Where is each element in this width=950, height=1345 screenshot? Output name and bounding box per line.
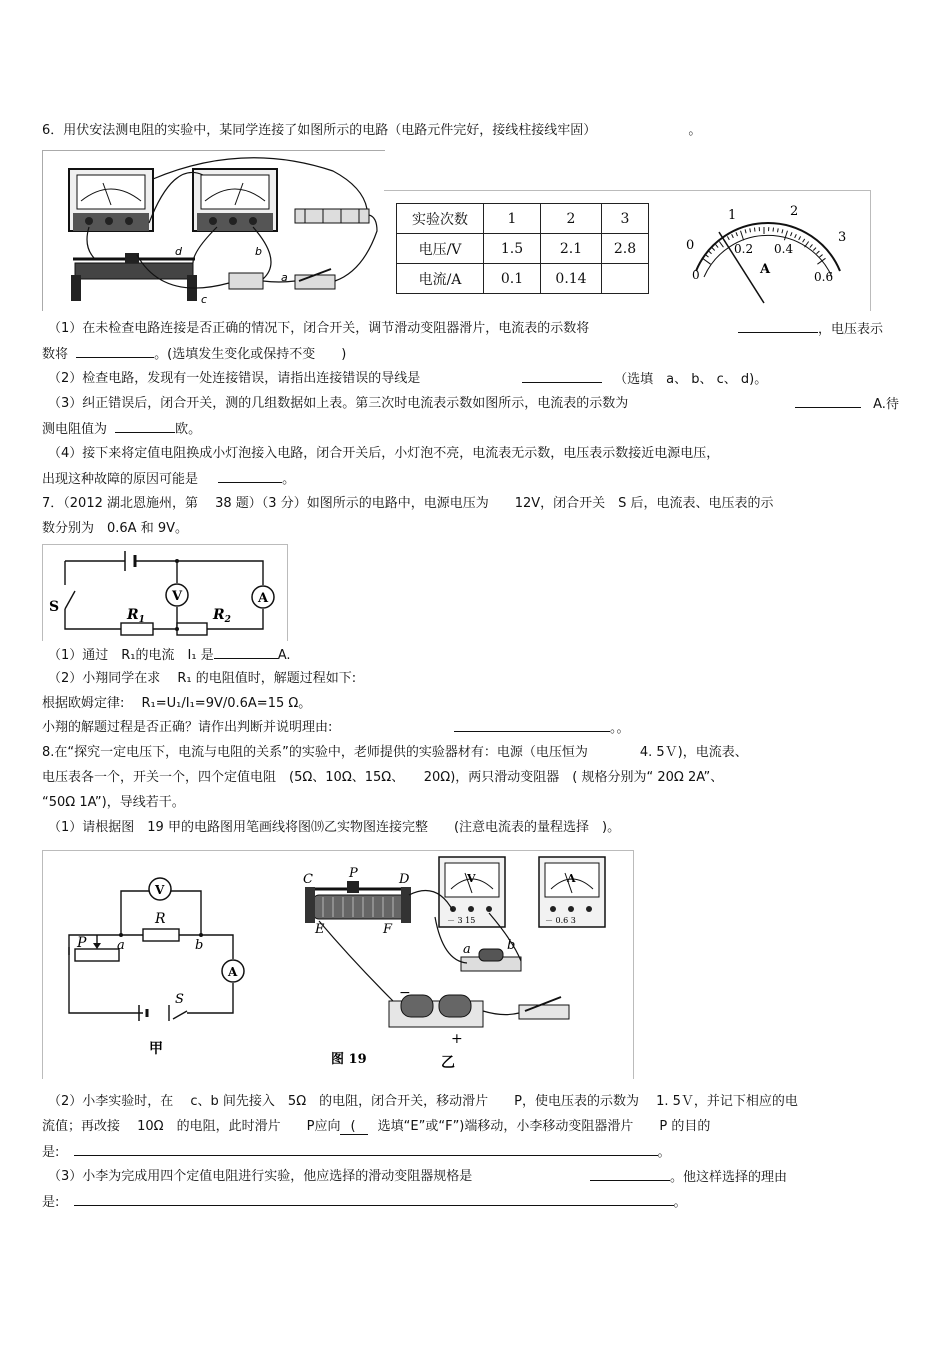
yi-e-label: E (315, 922, 325, 937)
dial-tick (803, 239, 805, 242)
dial-tick (777, 228, 778, 232)
answer-blank[interactable] (454, 719, 610, 732)
q6-data-table (396, 203, 649, 294)
q6-ammeter-dial (674, 191, 864, 311)
dial-tick (816, 251, 819, 254)
answer-blank[interactable] (590, 1168, 670, 1181)
q7-part2 (48, 670, 356, 688)
answer-blank[interactable] (214, 646, 278, 659)
table-cell: 1.5 (484, 234, 541, 264)
q7-stem-text2: 数分别为 0.6A 和 9V。 (42, 521, 188, 536)
ammeter-device (193, 169, 277, 231)
q8-part1-text: （1）请根据图 19 甲的电路图用笔画线将图⒆乙实物图连接完整 (注意电流表的量程选择 )。 (48, 820, 621, 835)
rheostat-device (305, 881, 411, 923)
dial-tick (709, 251, 712, 254)
dial-tick (703, 258, 711, 264)
answer-blank[interactable] (74, 1143, 658, 1156)
q6-part3-line2 (42, 420, 201, 439)
dial-tick (754, 228, 755, 232)
switch-device (519, 997, 569, 1019)
q7-part2-text: （2）小翔同学在求 R₁ 的电阻值时，解题过程如下: (48, 671, 357, 686)
q8-part1 (48, 819, 620, 837)
yi-b-terminal: b (507, 938, 516, 953)
dial-bottom-04: 0.4 (774, 242, 794, 256)
resistor-r (143, 929, 179, 941)
q6-stem-end: 。 (688, 123, 702, 138)
rheostat-device (71, 253, 197, 301)
q8-part3-line2 (42, 1193, 687, 1212)
q6-part1-text3: 数将 (42, 347, 69, 362)
q6-part4-text3: 。 (282, 472, 296, 487)
dial-tick (705, 255, 708, 258)
dial-unit: A (760, 262, 771, 277)
dial-tick (813, 248, 816, 251)
wire-label-b: b (255, 245, 262, 258)
table-cell: 2.1 (541, 234, 602, 264)
battery-pack (295, 209, 369, 223)
q8-part3-line1-end (590, 1168, 787, 1187)
q6-part3-end (795, 395, 899, 414)
q8-part2-line3 (42, 1143, 671, 1162)
yi-a-scale: － 0.6 3 (545, 916, 576, 925)
q6-part4-text: （4）接下来将定值电阻换成小灯泡接入电路，闭合开关后，小灯泡不亮，电流表无示数，电压表示数接近电源电压， (48, 446, 720, 461)
q6-part3-text: （3）纠正错误后，闭合开关，测的几组数据如上表。第三次时电流表示数如图所示，电流表的示数为 (48, 396, 629, 411)
dial-top-0: 0 (686, 238, 695, 253)
q7-stem-line1 (42, 495, 774, 513)
dial-tick (799, 236, 801, 240)
yi-caption: 乙 (441, 1055, 455, 1071)
table-header-cell: 3 (602, 204, 649, 234)
q6-table-panel (384, 190, 871, 311)
q8-part3-text4: 。 (673, 1195, 687, 1210)
q6-part1-line2 (42, 345, 346, 364)
q7-law (42, 695, 311, 713)
voltmeter-device (69, 169, 153, 231)
q8-part3-text3: 是: (42, 1195, 60, 1210)
q8-part2-text5: 。 (657, 1145, 671, 1160)
q7-part1-text2: A. (277, 648, 291, 663)
fig19-caption: 图 19 (331, 1052, 367, 1067)
jia-a-label: A (228, 965, 238, 979)
q6-part4-text2: 出现这种故障的原因可能是 (42, 472, 199, 487)
table-row (397, 234, 649, 264)
dial-tick (782, 229, 783, 233)
answer-blank[interactable] (115, 420, 175, 433)
jia-b-node: b (195, 938, 204, 953)
ammeter-label: A (258, 591, 269, 606)
q8-stem-text3: “50Ω 1A”)，导线若干。 (42, 795, 185, 810)
yi-plus: + (451, 1031, 463, 1047)
yi-c-label: C (303, 872, 313, 887)
table-cell: 0.14 (541, 264, 602, 294)
q6-part1-line1 (48, 320, 589, 338)
dial-bottom-06: 0.6 (814, 270, 834, 284)
q7-law-text: 根据欧姆定律: R₁=U₁/I₁=9V/0.6A=15 Ω。 (42, 696, 312, 711)
q7-part1-text: （1）通过 R₁的电流 I₁ 是 (48, 648, 214, 663)
q7-judge-text: 小翔的解题过程是否正确？请作出判断并说明理由: (42, 720, 333, 735)
jia-s-label: S (175, 992, 184, 1007)
dial-tick (810, 244, 813, 247)
dial-top-2: 2 (790, 204, 799, 219)
q8-part2-text2: 流值；再改接 10Ω 的电阻，此时滑片 P应向 (42, 1119, 341, 1134)
q6-part1-text: （1）在未检查电路连接是否正确的情况下，闭合开关，调节滑动变阻器滑片，电流表的示数将 (48, 321, 590, 336)
q6-part1-line1-end (738, 320, 883, 339)
q6-part1-text4: 。(选填发生变化或保持不变 ) (154, 347, 347, 362)
q7-judge-end-text: 。。 (610, 721, 630, 736)
yi-a-label: A (567, 872, 576, 885)
q8-part2-text3: 选填“E”或“F”)端移动，小李移动变阻器滑片 P 的目的 (377, 1119, 711, 1134)
dial-tick (784, 231, 787, 241)
q8-part3-text2: 。他这样选择的理由 (670, 1170, 788, 1185)
dial-tick (716, 244, 719, 247)
q7-judge-end (454, 719, 630, 738)
q6-part2-text2: （选填 a、 b、 c、 d)。 (614, 372, 768, 387)
resistor-r1 (121, 623, 153, 635)
resistor-r2 (177, 623, 207, 635)
table-header-cell: 2 (541, 204, 602, 234)
q6-part3 (48, 395, 628, 413)
q7-stem-line2 (42, 520, 188, 538)
q6-stem (42, 122, 701, 140)
jia-r-label: R (155, 911, 166, 927)
q8-part2-line1 (48, 1093, 798, 1111)
table-cell: 2.8 (602, 234, 649, 264)
q8-stem-line2 (42, 769, 723, 787)
answer-blank[interactable] (76, 345, 154, 358)
q8-part2-line2 (42, 1118, 710, 1136)
answer-blank[interactable] (795, 395, 861, 408)
q6-stem-text: 6．用伏安法测电阻的实验中，某同学连接了如图所示的电路（电路元件完好，接线柱接线牢固） (42, 123, 597, 138)
q6-part3-text4: 欧。 (175, 422, 202, 437)
q8-part2-text4: 是: (42, 1145, 60, 1160)
switch-device (295, 269, 335, 289)
q6-part3-text2: A.待 (873, 397, 899, 412)
voltmeter-label: V (172, 589, 183, 604)
wire-label-a: a (281, 271, 288, 284)
fixed-resistor (229, 273, 263, 289)
q8-stem-text2: 电压表各一个，开关一个，四个定值电阻 (5Ω、10Ω、15Ω、 20Ω)，两只滑动变阻器 ( 规格分别为“ 20Ω 2A”、 (42, 770, 724, 785)
yi-v-label: V (467, 872, 476, 885)
dial-tick (745, 229, 746, 233)
q7-stem-text: 7．（2012 湖北恩施州，第 38 题）（3 分）如图所示的电路中，电源电压为 12V，闭合开关 S 后，电流表、电压表的示 (42, 496, 774, 511)
q8-stem-line1 (42, 744, 748, 762)
dial-tick (719, 242, 723, 248)
jia-v-label: V (155, 883, 165, 897)
answer-blank[interactable]: ( (340, 1119, 367, 1135)
yi-a-terminal: a (463, 942, 471, 957)
table-cell: 0.1 (484, 264, 541, 294)
q8-stem-text: 8.在“探究一定电压下，电流与电阻的关系”的实验中，老师提供的实验器材有：电源（电压恒为 4. 5Ｖ)，电流表、 (42, 745, 748, 760)
dial-bottom-02: 0.2 (734, 242, 754, 256)
dial-tick (773, 228, 774, 232)
q8-part3-line1 (48, 1168, 472, 1186)
answer-blank[interactable] (74, 1193, 674, 1206)
q6-part1-text2: ，电压表示 (818, 322, 884, 337)
jia-p-label: P (77, 935, 87, 951)
table-header-cell: 实验次数 (397, 204, 484, 234)
dial-top-1: 1 (728, 208, 737, 223)
answer-blank[interactable] (522, 370, 602, 383)
q7-part1 (48, 646, 291, 665)
jia-caption: 甲 (149, 1041, 163, 1057)
dial-tick (819, 255, 822, 258)
dial-tick (727, 236, 729, 240)
dial-bottom-0: 0 (692, 268, 700, 282)
q8-figure-19 (42, 850, 634, 1079)
table-row (397, 204, 649, 234)
q6-circuit-photo (42, 150, 385, 311)
q6-part3-text3: 测电阻值为 (42, 422, 108, 437)
dial-tick (795, 234, 797, 238)
q6-part2-end (522, 370, 767, 389)
dial-tick (736, 232, 737, 236)
q6-part4-line2 (42, 470, 295, 489)
q6-part4 (48, 445, 719, 463)
table-cell (602, 264, 649, 294)
q8-part3-text: （3）小李为完成用四个定值电阻进行实验，他应选择的滑动变阻器规格是 (48, 1169, 473, 1184)
yi-minus: − (399, 985, 411, 1001)
answer-blank[interactable] (218, 470, 282, 483)
yi-d-label: D (399, 872, 410, 887)
r1-label: $R_1$ (127, 607, 145, 625)
dial-top-3: 3 (838, 230, 847, 245)
yi-f-label: F (383, 922, 393, 937)
q8-stem-line3 (42, 794, 185, 812)
yi-v-scale: － 3 15 (447, 916, 476, 925)
dial-tick (791, 232, 792, 236)
dial-tick (750, 228, 751, 232)
wire-label-d: d (175, 245, 182, 258)
r2-label: $R_2$ (213, 607, 231, 625)
answer-blank[interactable] (738, 320, 818, 333)
table-row (397, 264, 649, 294)
table-cell: 电压/V (397, 234, 484, 264)
q6-part2-text: （2）检查电路，发现有一处连接错误，请指出连接错误的导线是 (48, 371, 421, 386)
table-header-cell: 1 (484, 204, 541, 234)
jia-a-node: a (117, 938, 125, 953)
table-cell: 电流/A (397, 264, 484, 294)
dial-tick (712, 248, 715, 251)
dial-tick (741, 231, 744, 241)
q7-circuit-diagram (42, 544, 288, 641)
wire-label-c: c (201, 293, 208, 306)
switch-label: S (49, 599, 60, 615)
yi-p-label: P (349, 866, 358, 881)
dial-tick (732, 234, 734, 238)
q8-part2-text: （2）小李实验时，在 c、b 间先接入 5Ω 的电阻，闭合开关，移动滑片 P，使电压表的示数为 1. 5Ｖ，并记下相应的电 (48, 1094, 798, 1109)
dial-tick (805, 242, 809, 248)
q7-judge (42, 719, 332, 737)
q6-part2 (48, 370, 420, 388)
